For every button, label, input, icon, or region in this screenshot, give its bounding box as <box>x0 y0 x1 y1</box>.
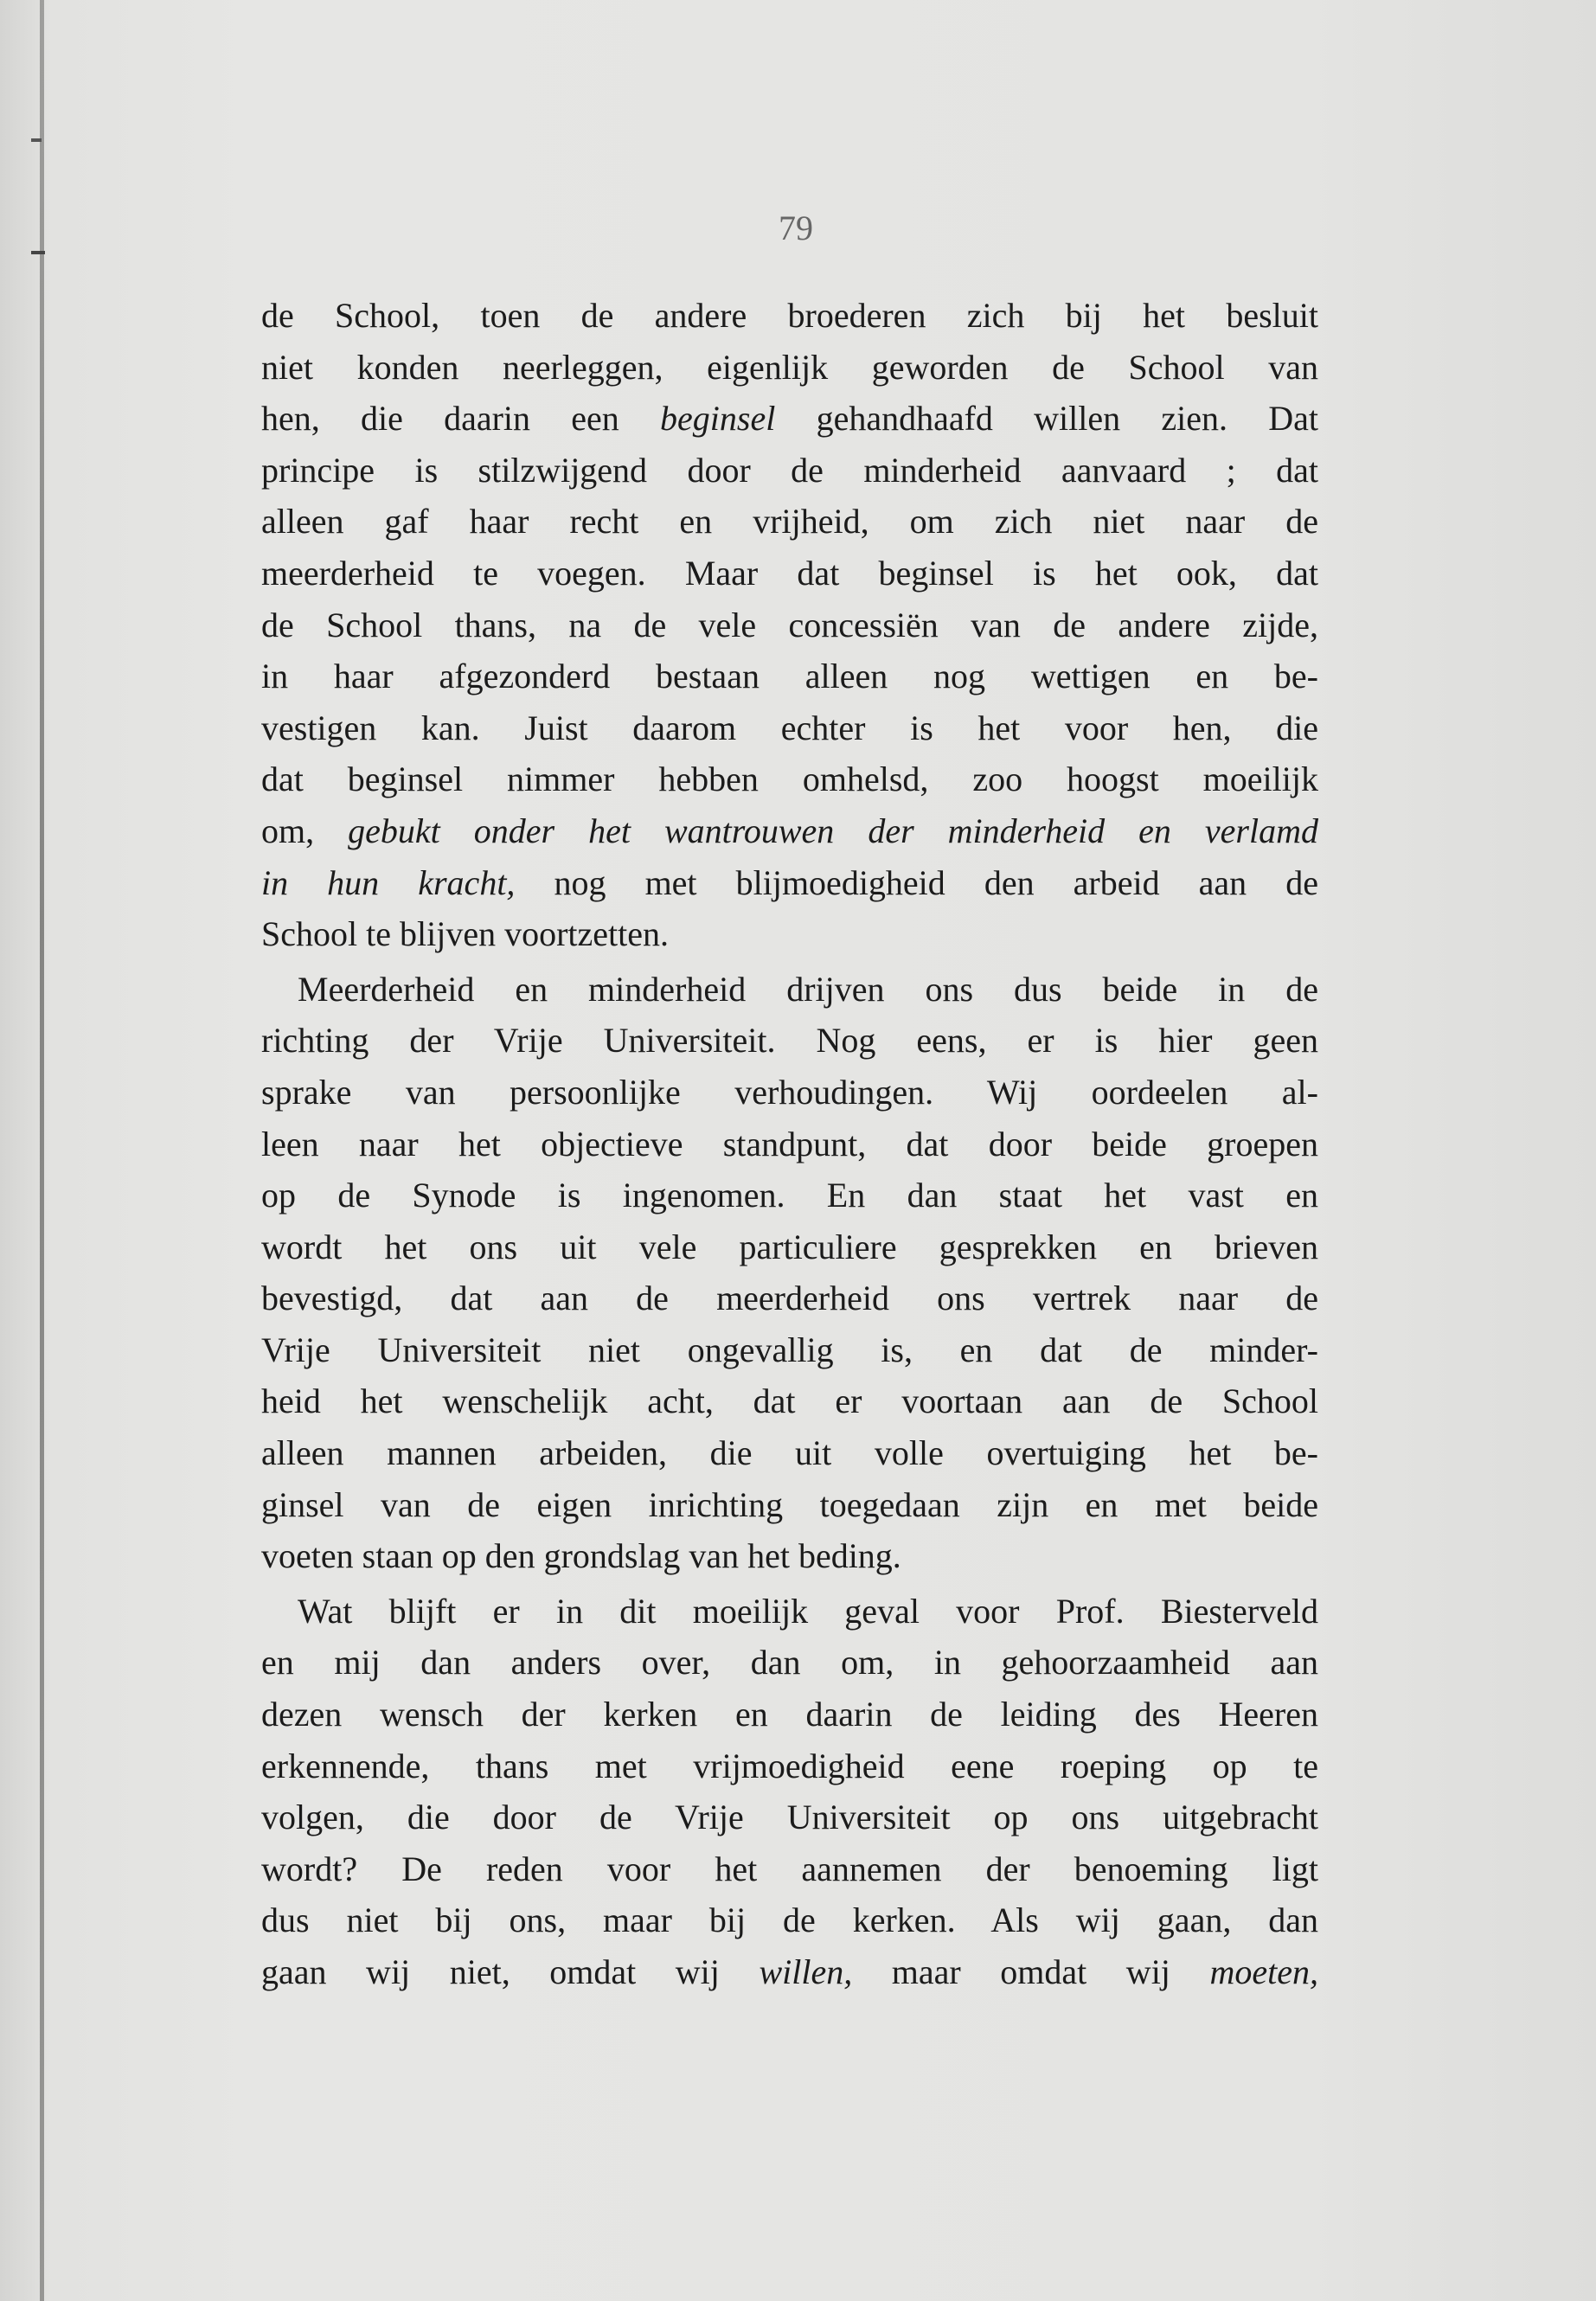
text-line: heid het wenschelijk acht, dat er voortaan aan de School <box>261 1381 1318 1421</box>
text-line: Wat blijft er in dit moeilijk geval voor Prof. Biesterveld <box>298 1591 1318 1631</box>
text-line: in haar afgezonderd bestaan alleen nog wettigen en be- <box>261 657 1318 696</box>
text-line: wordt het ons uit vele particuliere gesprekken en brieven <box>261 1227 1318 1266</box>
text-line: Vrije Universiteit niet ongevallig is, en dat de minder- <box>261 1330 1318 1369</box>
text-line: dezen wensch der kerken en daarin de leiding des Heeren <box>261 1695 1318 1734</box>
binding-edge <box>40 0 44 2301</box>
italic-text: gebukt onder het wantrouwen der minderheid en verlamd <box>348 811 1318 850</box>
text-line: hen, die daarin een beginsel gehandhaafd willen zien. Dat <box>261 399 1318 439</box>
edge-mark <box>31 138 42 142</box>
italic-text: moeten, <box>1209 1952 1318 1991</box>
text-line: gaan wij niet, omdat wij willen, maar omdat wij moeten, <box>261 1952 1318 1991</box>
text-line: principe is stilzwijgend door de minderheid aanvaard ; dat <box>261 450 1318 490</box>
text-line: om, gebukt onder het wantrouwen der minderheid en verlamd <box>261 811 1318 850</box>
text-line: niet konden neerleggen, eigenlijk geworden de School van <box>261 347 1318 387</box>
text-line: voeten staan op den grondslag van het beding. <box>261 1536 901 1576</box>
text-line: in hun kracht, nog met blijmoedigheid den arbeid aan de <box>261 862 1318 902</box>
italic-text: willen, <box>759 1952 853 1991</box>
edge-mark <box>31 251 45 254</box>
text-line: vestigen kan. Juist daarom echter is het voor hen, die <box>261 708 1318 747</box>
text-line: en mij dan anders over, dan om, in gehoorzaamheid aan <box>261 1643 1318 1682</box>
text-line: alleen mannen arbeiden, die uit volle overtuiging het be- <box>261 1433 1318 1473</box>
text-line: volgen, die door de Vrije Universiteit op ons uitgebracht <box>261 1798 1318 1837</box>
text-line: dat beginsel nimmer hebben omhelsd, zoo hoogst moeilijk <box>261 760 1318 799</box>
text-line: erkennende, thans met vrijmoedigheid eene roeping op te <box>261 1746 1318 1785</box>
italic-text: in hun kracht, <box>261 862 516 902</box>
text-line: School te blijven voortzetten. <box>261 914 669 954</box>
italic-text: beginsel <box>660 399 776 439</box>
text-line: dus niet bij ons, maar bij de kerken. Als wij gaan, dan <box>261 1900 1318 1940</box>
text-line: de School thans, na de vele concessiën van de andere zijde, <box>261 605 1318 644</box>
text-line: Meerderheid en minderheid drijven ons dus beide in de <box>298 969 1318 1009</box>
text-line: de School, toen de andere broederen zich bij het besluit <box>261 296 1318 335</box>
text-line: sprake van persoonlijke verhoudingen. Wij oordeelen al- <box>261 1072 1318 1112</box>
text-line: meerderheid te voegen. Maar dat beginsel is het ook, dat <box>261 553 1318 593</box>
text-line: alleen gaf haar recht en vrijheid, om zich niet naar de <box>261 502 1318 542</box>
text-line: op de Synode is ingenomen. En dan staat het vast en <box>261 1176 1318 1215</box>
page-number: 79 <box>779 208 813 247</box>
text-line: leen naar het objectieve standpunt, dat door beide groepen <box>261 1124 1318 1163</box>
text-line: bevestigd, dat aan de meerderheid ons vertrek naar de <box>261 1279 1318 1318</box>
text-line: richting der Vrije Universiteit. Nog eens, er is hier geen <box>261 1021 1318 1061</box>
text-line: wordt? De reden voor het aannemen der benoeming ligt <box>261 1849 1318 1888</box>
text-line: ginsel van de eigen inrichting toegedaan zijn en met beide <box>261 1484 1318 1524</box>
body-text <box>261 290 1318 1998</box>
